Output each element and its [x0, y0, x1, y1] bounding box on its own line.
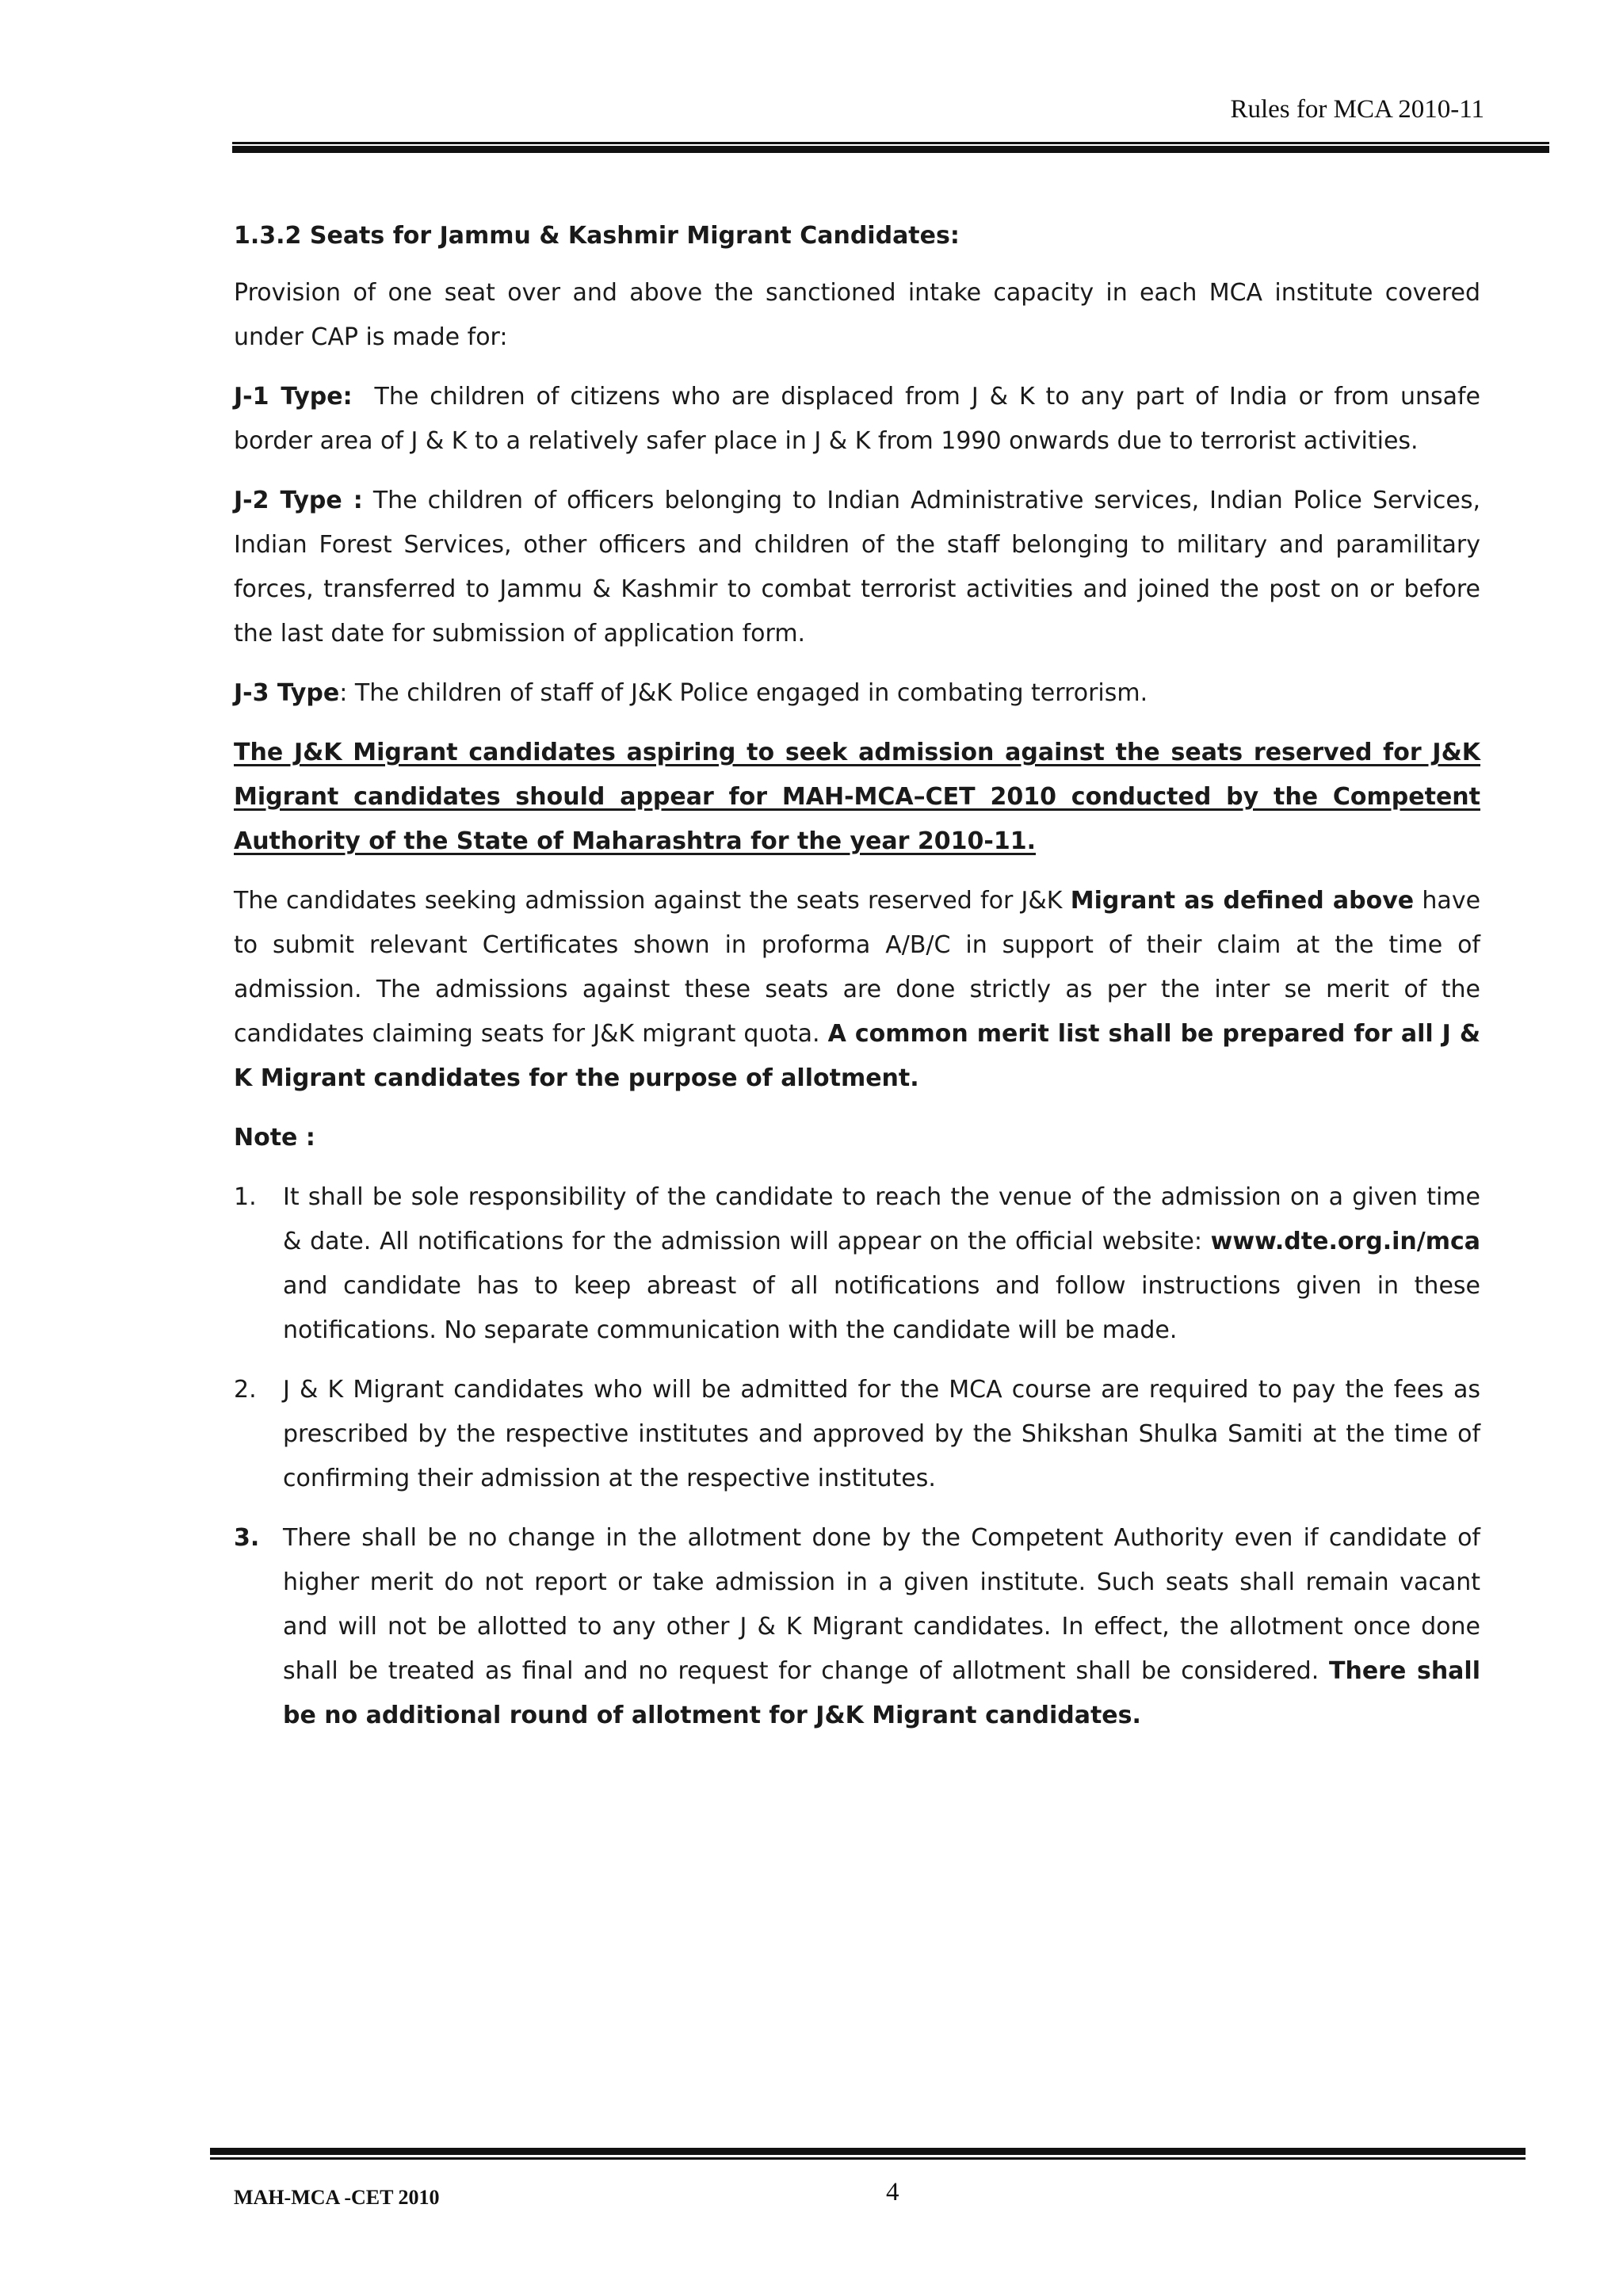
note-heading: Note :: [234, 1124, 315, 1152]
note-3-bold: There shall be no additional round of allotment for J&K Migrant candidates.: [283, 1657, 1480, 1729]
header-rule-thick: [232, 146, 1549, 153]
admission-paragraph: [234, 879, 1480, 1101]
j1-text: The children of citizens who are displaced from J & K to any part of India or from unsafe border area of J & K to a relatively safer place in J & K from 1990 onwards due to terrorist activities.: [234, 383, 1481, 455]
note-item-1: [234, 1175, 1480, 1353]
j3-label: J-3 Type: [234, 679, 340, 707]
note-3-text: There shall be no change in the allotment done by the Competent Authority even if candidate of higher merit do not report or take admission in a given institute. Such seats shall remain vacant and will not be allotted to any other J & K Migrant candidates. In effect, the allotment once done shall be treated as final and no request for change of allotment shall be considered.: [283, 1524, 1480, 1685]
intro-paragraph: Provision of one seat over and above the sanctioned intake capacity in each MCA institute covered under CAP is made for:: [234, 279, 1480, 351]
j2-label: J-2 Type :: [234, 487, 363, 514]
website-link: www.dte.org.in/mca: [1210, 1228, 1480, 1255]
footer-exam-name: MAH-MCA -CET 2010: [234, 2186, 440, 2209]
exam-requirement-paragraph: The J&K Migrant candidates aspiring to seek admission against the seats reserved for J&K Migrant candidates should appear for MAH-MCA–CET 2010 conducted by the Competent Authority of the State of Maharashtra for the year 2010-11.: [234, 739, 1480, 855]
j2-text: The children of officers belonging to Indian Administrative services, Indian Police Services, Indian Forest Services, other officers and children of the staff belonging to military and paramilitary forces, transferred to Jammu & Kashmir to combat terrorist activities and joined the post on or before the last date for submission of application form.: [234, 487, 1480, 648]
j1-paragraph: [234, 375, 1480, 464]
j2-paragraph: [234, 479, 1480, 656]
page-number: 4: [886, 2178, 899, 2206]
footer-rule-thin: [210, 2157, 1526, 2160]
section-heading: 1.3.2 Seats for Jammu & Kashmir Migrant Candidates:: [234, 222, 960, 250]
header-rule-thin: [232, 142, 1549, 144]
j3-text: : The children of staff of J&K Police engaged in combating terrorism.: [339, 679, 1148, 707]
admission-text-1: The candidates seeking admission against the seats reserved for J&K: [234, 887, 1063, 915]
admission-text-2: have to submit relevant Certificates shown in proforma A/B/C in support of their claim at the time of admission. The admissions against these seats are done strictly as per the inter se merit of the candidates claiming seats for J&K migrant quota.: [234, 887, 1481, 1048]
note-item-2: [234, 1368, 1480, 1501]
note-1-text-1: It shall be sole responsibility of the candidate to reach the venue of the admission on a given time & date. All notifications for the admission will appear on the official website:: [283, 1183, 1480, 1255]
note-2-text: J & K Migrant candidates who will be admitted for the MCA course are required to pay the fees as prescribed by the respective institutes and approved by the Shikshan Shulka Samiti at the time of confirming their admission at the respective institutes.: [283, 1376, 1480, 1492]
note-number-2: 2.: [234, 1376, 257, 1404]
note-item-3: [234, 1516, 1480, 1738]
admission-bold-1: Migrant as defined above: [1070, 887, 1415, 915]
admission-bold-2: A common merit list shall be prepared for all J & K Migrant candidates for the purpose of allotment.: [234, 1020, 1480, 1092]
notes-list: [234, 1175, 1480, 1738]
note-number-1: 1.: [234, 1183, 257, 1211]
main-content: [234, 214, 1480, 1753]
j1-label: J-1 Type:: [234, 383, 353, 411]
running-header-title: Rules for MCA 2010-11: [1230, 95, 1484, 124]
note-number-3: 3.: [234, 1524, 260, 1552]
note-1-text-2: and candidate has to keep abreast of all notifications and follow instructions given in these notifications. No separate communication with the candidate will be made.: [283, 1272, 1480, 1344]
footer-rule-thick: [210, 2148, 1526, 2155]
j3-paragraph: [234, 671, 1480, 716]
